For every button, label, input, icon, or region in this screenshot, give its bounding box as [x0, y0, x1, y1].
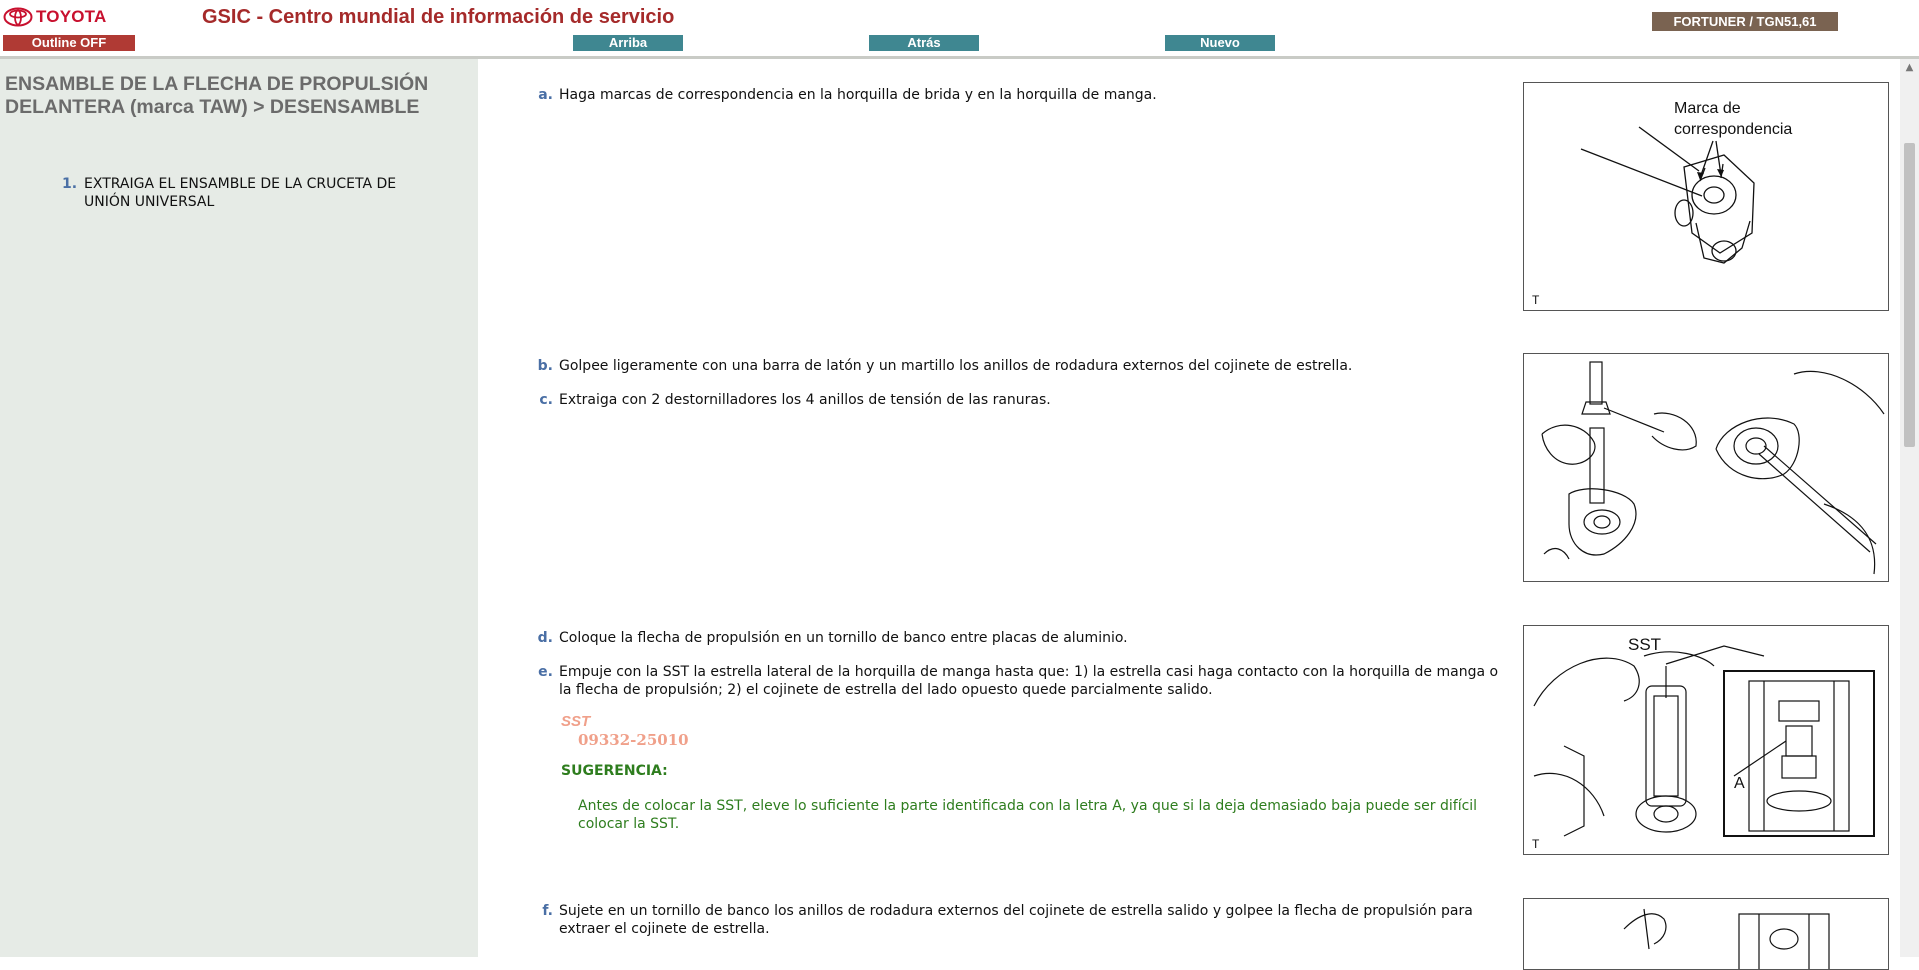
new-button[interactable]: Nuevo: [1165, 35, 1275, 51]
part-a-callout: A: [1734, 775, 1745, 792]
up-button[interactable]: Arriba: [573, 35, 683, 51]
brand-name: TOYOTA: [36, 7, 107, 26]
hint-title: SUGERENCIA:: [561, 763, 668, 779]
scrollbar-thumb[interactable]: [1904, 143, 1915, 447]
step-letter: e.: [538, 664, 553, 680]
procedure-title: ENSAMBLE DE LA FLECHA DE PROPULSIÓN DELANTERA (marca TAW) > DESENSAMBLE: [5, 73, 429, 118]
main-content: [478, 59, 1900, 957]
toyota-emblem-icon: [3, 7, 33, 27]
step-letter: d.: [537, 630, 553, 646]
sidebar: [0, 59, 478, 957]
scroll-up-arrow-icon[interactable]: ▲: [1905, 62, 1914, 73]
correspondence-mark-callout-2: correspondencia: [1674, 121, 1793, 138]
step-text: Coloque la flecha de propulsión en un tornillo de banco entre placas de aluminio.: [559, 630, 1128, 646]
step-label: EXTRAIGA EL ENSAMBLE DE LA CRUCETA DE UNIÓN UNIVERSAL: [84, 176, 397, 210]
step-text: Sujete en un tornillo de banco los anillos de rodadura externos del cojinete de estrella salido y golpee la flecha de propulsión para extraer el cojinete de estrella.: [559, 903, 1473, 937]
figure-vise-bearing[interactable]: [1523, 898, 1889, 970]
figure-sst-press[interactable]: [1523, 625, 1889, 855]
step-number: 1.: [62, 176, 78, 192]
sst-part-number[interactable]: 09332-25010: [578, 731, 689, 749]
step-letter: f.: [542, 903, 553, 919]
vise-bearing-illustration: [1524, 899, 1888, 969]
figure-correspondence-marks[interactable]: [1523, 82, 1889, 311]
step-text: Haga marcas de correspondencia en la horquilla de brida y en la horquilla de manga.: [559, 87, 1157, 103]
sst-press-illustration: [1524, 626, 1888, 854]
toyota-logo: [3, 6, 106, 28]
correspondence-mark-callout: Marca de: [1674, 100, 1741, 117]
step-letter: a.: [538, 87, 553, 103]
header-bar: [0, 0, 1919, 59]
sst-label: SST: [561, 713, 591, 730]
figure-corner-label: T: [1532, 293, 1540, 307]
hammer-and-screwdriver-illustration: [1524, 354, 1888, 581]
app-title: GSIC - Centro mundial de información de servicio: [202, 6, 675, 28]
hint-text: Antes de colocar la SST, eleve lo suficiente la parte identificada con la letra A, ya que si la deja demasiado baja puede ser difícil colocar la SST.: [578, 798, 1478, 832]
back-button[interactable]: Atrás: [869, 35, 979, 51]
propeller-shaft-flange-illustration: [1524, 83, 1888, 310]
step-text: Extraiga con 2 destornilladores los 4 anillos de tensión de las ranuras.: [559, 392, 1051, 408]
sst-callout: SST: [1628, 635, 1662, 654]
figure-corner-label: T: [1532, 837, 1540, 851]
vertical-scrollbar[interactable]: [1900, 59, 1919, 957]
vehicle-badge[interactable]: FORTUNER / TGN51,61: [1652, 12, 1838, 31]
outline-toggle-button[interactable]: Outline OFF: [3, 35, 135, 51]
step-letter: b.: [537, 358, 553, 374]
figure-tap-and-remove-snap-rings[interactable]: [1523, 353, 1889, 582]
step-text: Empuje con la SST la estrella lateral de la horquilla de manga hasta que: 1) la estrella casi haga contacto con la horquilla de manga o la flecha de propulsión; 2) el cojinete de estrella del lado opuesto quede parcialmente salido.: [559, 664, 1499, 698]
step-text: Golpee ligeramente con una barra de latón y un martillo los anillos de rodadura externos del cojinete de estrella.: [559, 358, 1353, 374]
step-letter: c.: [539, 392, 553, 408]
